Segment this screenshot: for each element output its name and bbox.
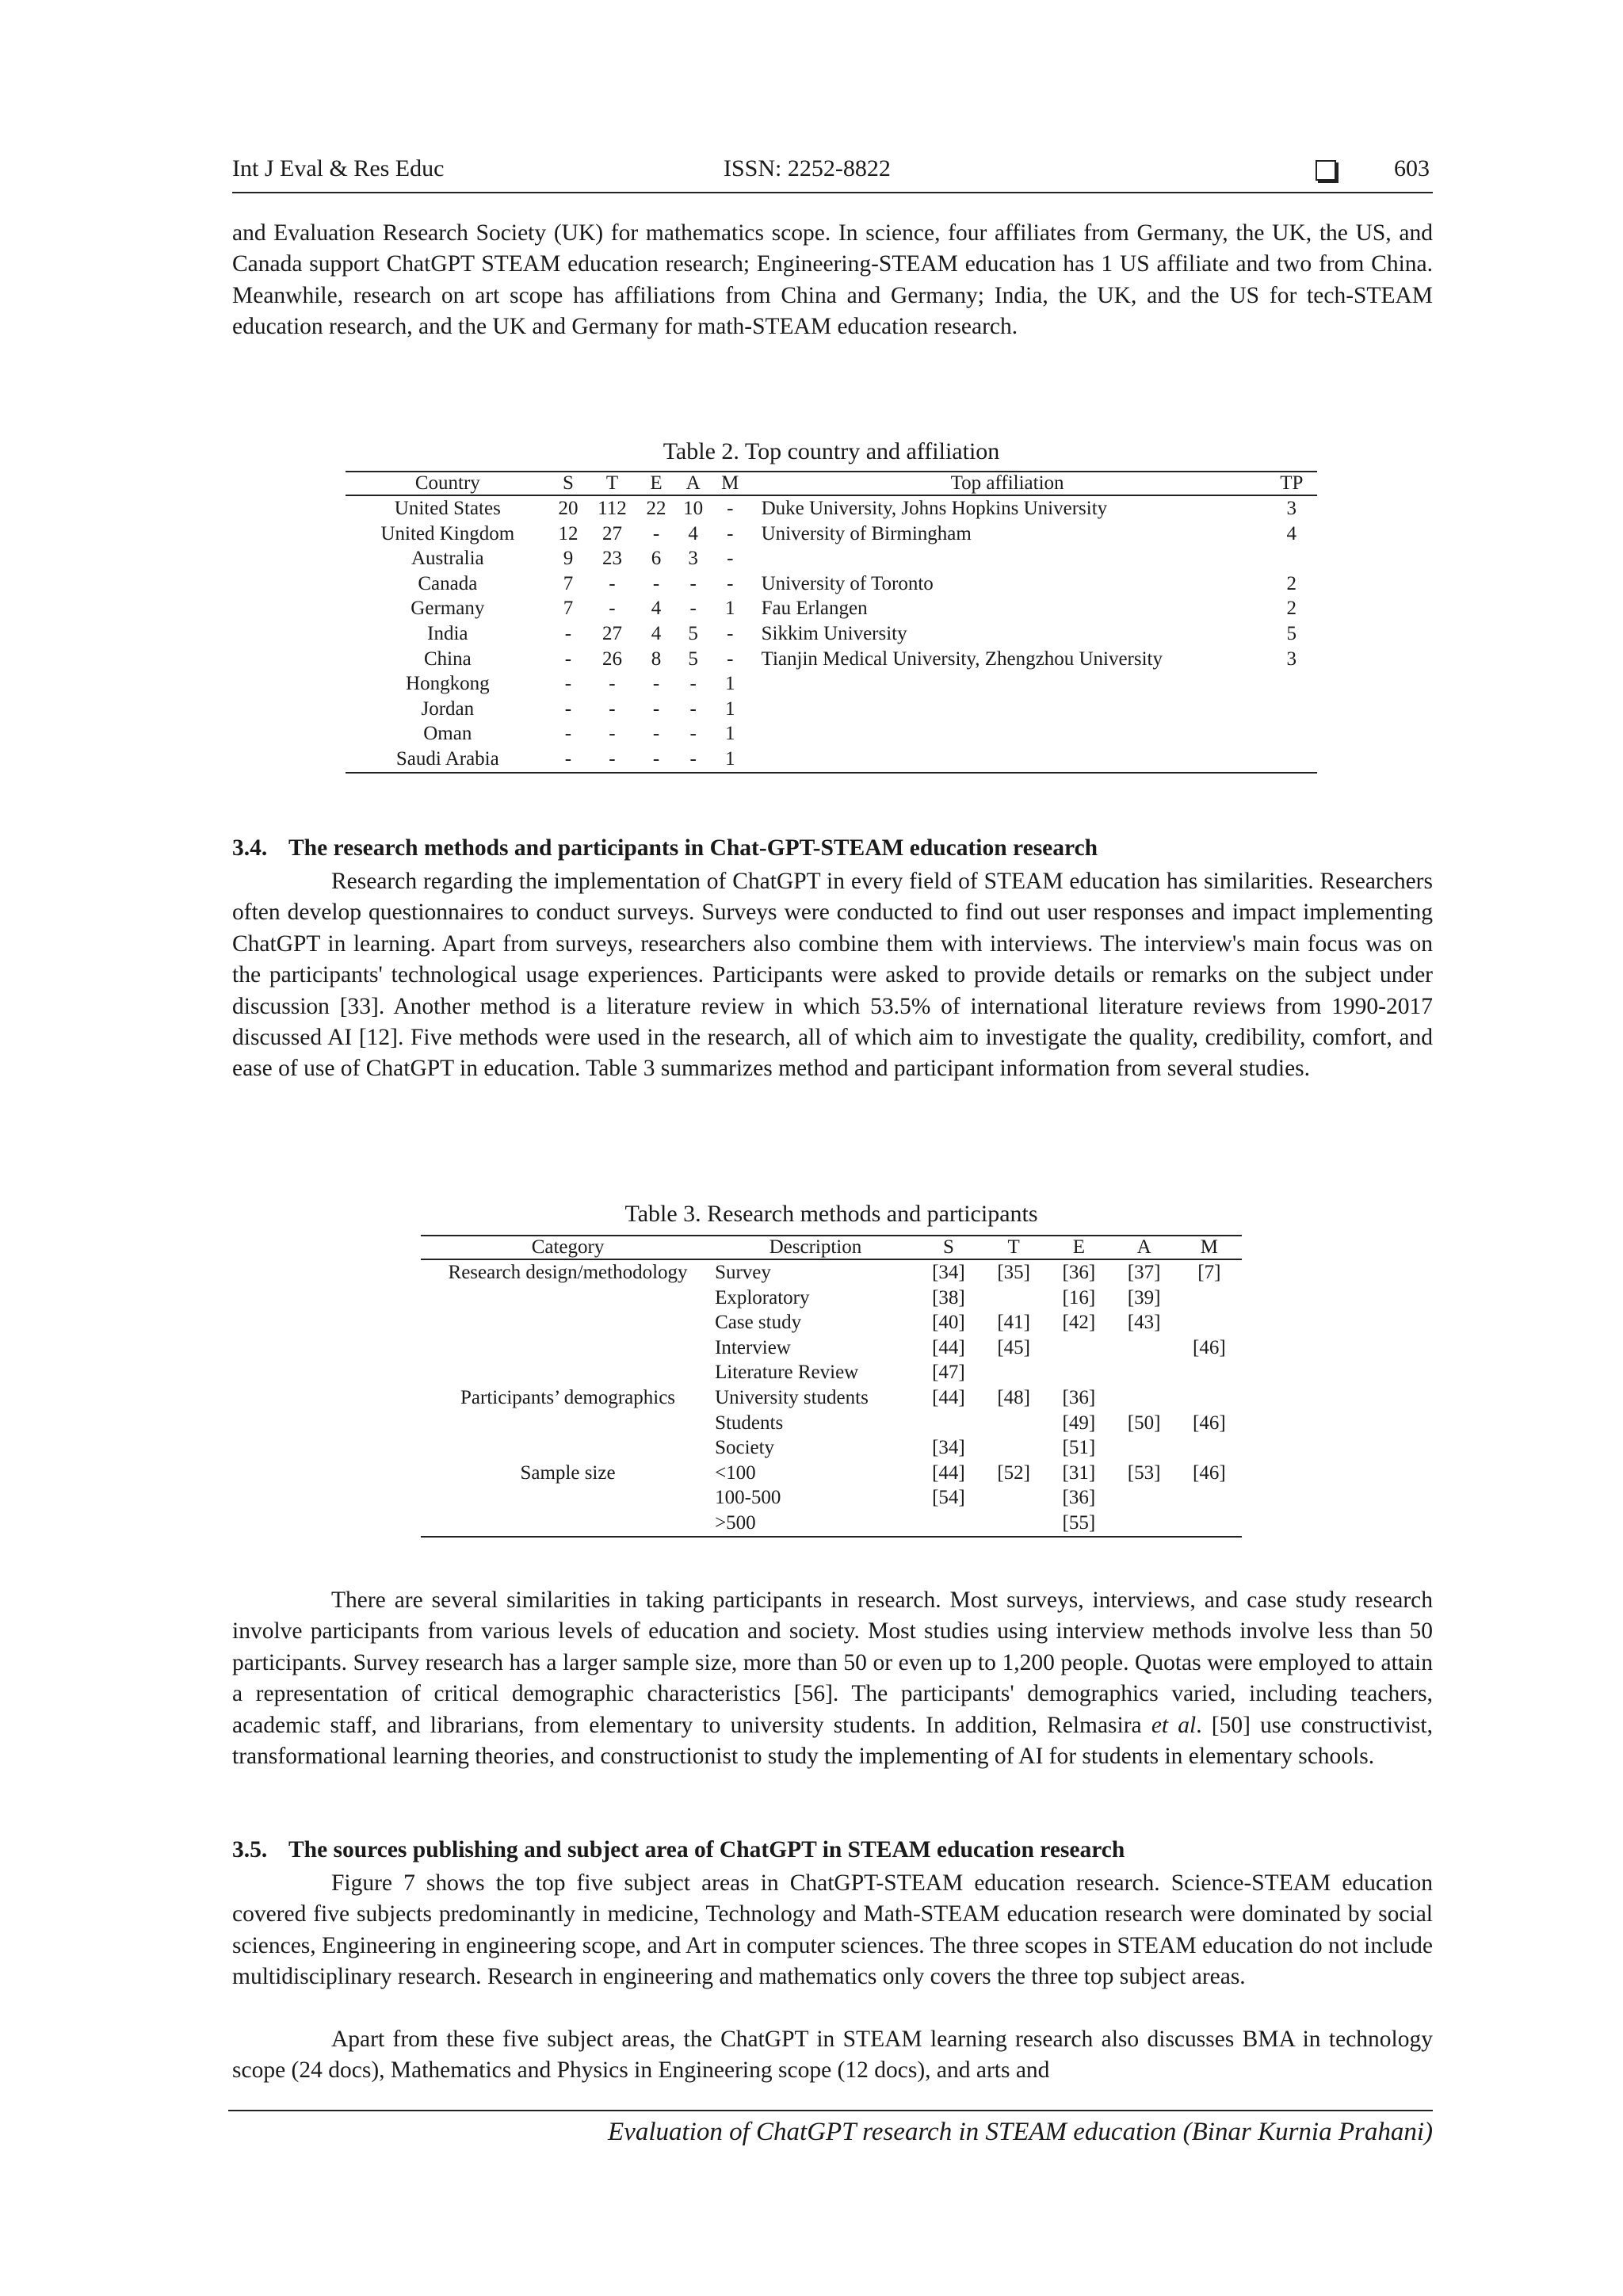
table2-caption: Table 2. Top country and affiliation [663,438,1000,464]
table2-cell-tp: 2 [1286,572,1297,594]
table2-cell-m: 1 [725,673,735,695]
table3-cell-category [421,1335,715,1361]
table2-cell-m: 1 [725,723,735,745]
section-3-5-paragraph-1: Figure 7 shows the top five subject areas in ChatGPT-STEAM education research. Science-STEAM education covered five subjects predominantly in medicine, Technology and Math-STEAM education research were dominated by social sciences, Engineering in engineering scope, and Art in computer sciences. The three scopes in STEAM education do not include multidisciplinary research. Research in engineering and mathematics only covers the three top subject areas. [232,1870,1433,1990]
table3-cell-e: [42] [1062,1312,1096,1334]
table2-cell-country: Hongkong [406,673,490,695]
table2-body [346,495,1317,773]
table3-header-m: M [1177,1236,1242,1259]
table3-cell-t: [41] [997,1312,1030,1334]
table3-cell-m [1177,1511,1242,1537]
table3-body [421,1259,1242,1537]
table3-cell-a [1112,1435,1177,1461]
table3-header-description: Description [715,1236,916,1259]
section-3-5-heading [232,1837,1433,1863]
table2-cell-country: United Kingdom [380,522,515,544]
table3-header-s: S [916,1236,981,1259]
table3-cell-a: [37] [1127,1262,1161,1283]
table3-cell-a: [50] [1127,1412,1161,1434]
table2-cell-m: - [727,548,734,570]
table3-cell-a: [43] [1127,1312,1161,1334]
table2-cell-t: - [609,598,616,620]
table3-cell-m: [46] [1193,1461,1226,1484]
table2-cell-affiliation [749,671,1266,697]
table2-cell-country: Canada [418,572,478,594]
table2-cell-m: - [727,522,734,544]
table3-cell-description: Survey [715,1262,771,1283]
table3-row [421,1286,1242,1311]
table2-cell-s: 7 [563,598,574,620]
table2-cell-s: - [564,697,572,720]
table3-cell-e [1046,1360,1111,1385]
table2-cell-m: - [727,622,734,644]
table2-cell-country: Australia [411,548,484,570]
table3-cell-t: [48] [997,1386,1030,1408]
table3-header-category: Category [421,1236,715,1259]
table3-cell-m [1177,1360,1242,1385]
table2-cell-country: Oman [423,723,472,745]
table2-cell-affiliation [749,747,1266,773]
table3-row [421,1259,1242,1286]
table3-cell-a: [39] [1127,1286,1161,1308]
table2-cell-t: - [609,697,616,720]
table3-cell-a: [53] [1127,1461,1161,1484]
table3-row [421,1411,1242,1436]
section-3-4-paragraph: Research regarding the implementation of ChatGPT in every field of STEAM education has similarities. Researchers often develop questionnaires to conduct surveys. Surveys were conducted to find out user responses and impact implementing ChatGPT in learning. Apart from surveys, researchers also combine them with interviews. The interview's main focus was on the participants' technological usage experiences. Participants were asked to provide details or remarks on the subject under discussion [33]. Another method is a literature review in which 53.5% of international literature reviews from 1990-2017 discussed AI [12]. Five methods were used in the research, all of which aim to investigate the quality, credibility, comfort, and ease of use of ChatGPT in education. Table 3 summarizes method and participant information from several studies. [232,869,1433,1082]
table3-cell-s: [47] [932,1362,965,1384]
table3-row [421,1435,1242,1461]
table2-cell-m: - [727,572,734,594]
table2-cell-t: - [609,673,616,695]
table2-cell-s: - [564,622,572,644]
table3-cell-e: [16] [1062,1286,1096,1308]
table3-row [421,1461,1242,1486]
running-header [232,155,1433,193]
table3-cell-e: [36] [1062,1386,1096,1408]
table2-header-country: Country [346,472,550,495]
table2-cell-s: - [564,648,572,670]
table2-cell-m: 1 [725,598,735,620]
table3-cell-category [421,1310,715,1335]
table3-cell-s: [44] [932,1336,965,1358]
table2-cell-affiliation: Tianjin Medical University, Zhengzhou University [761,648,1163,670]
table2-cell-t: 26 [601,648,622,670]
table3-cell-t [981,1511,1046,1537]
table2-cell-e: 6 [651,548,662,570]
table2-cell-tp [1266,546,1317,571]
table3-cell-s: [44] [932,1386,965,1408]
table2-cell-e: - [652,572,660,594]
table3-header-a: A [1112,1236,1177,1259]
table3-cell-s [916,1511,981,1537]
section-3-5-number: 3.5. [232,1837,268,1862]
table3-cell-a [1112,1485,1177,1511]
table3-cell-s: [54] [932,1487,965,1509]
table3-cell-s: [34] [932,1262,965,1283]
table3-cell-s: [34] [932,1437,965,1459]
table2-cell-a: 4 [688,522,698,544]
table2-cell-t: 112 [598,498,627,519]
table3-cell-s: [40] [932,1312,965,1334]
table2-row [346,596,1317,621]
table2-cell-affiliation: University of Birmingham [761,522,972,544]
table2-cell-m: - [727,498,734,519]
page-number: 603 [1394,155,1430,181]
table3-cell-m: [46] [1193,1336,1226,1358]
journal-name: Int J Eval & Res Educ [232,155,445,181]
table3-cell-description: 100-500 [715,1487,781,1509]
table2-cell-affiliation: University of Toronto [761,572,934,594]
table2-cell-tp: 4 [1286,522,1297,544]
table3-cell-t [981,1435,1046,1461]
table2-cell-affiliation: Duke University, Johns Hopkins University [761,498,1108,519]
table2-cell-m: - [727,648,734,670]
table3-caption: Table 3. Research methods and participants [624,1201,1038,1227]
table3-cell-m [1177,1485,1242,1511]
table2-cell-m: 1 [712,747,749,773]
table2-cell-e: - [652,697,660,720]
table3-row [421,1385,1242,1411]
table2-cell-tp [1266,721,1317,747]
table2-cell-t: 27 [601,622,622,644]
table2-row [346,621,1317,647]
table2-cell-e: 22 [646,498,666,519]
table2-cell-country: Germany [411,598,485,620]
table3-cell-category [421,1286,715,1311]
table2-cell-a: 5 [688,622,698,644]
table2-row [346,546,1317,571]
participants-paragraph-etal: et al [1151,1712,1197,1738]
table3-cell-s: [38] [932,1286,965,1308]
table2-cell-affiliation [749,721,1266,747]
table3-cell-category: Research design/methodology [448,1262,688,1283]
table3-cell-description: University students [715,1386,869,1408]
table2-cell-s: 12 [558,522,579,544]
table3-cell-m [1177,1310,1242,1335]
table2-cell-a: - [689,723,697,745]
table3-cell-e: [36] [1062,1262,1096,1283]
table2-cell-s: - [564,723,572,745]
table2-cell-t: - [609,572,616,594]
table3-cell-description: >500 [715,1511,916,1537]
participants-paragraph [232,1585,1433,1772]
table3-row [421,1485,1242,1511]
table2-cell-s: 20 [558,498,579,519]
table2-row [346,495,1317,521]
intro-paragraph: and Evaluation Research Society (UK) for mathematics scope. In science, four affiliates from Germany, the UK, the US, and Canada support ChatGPT STEAM education research; Engineering-STEAM education has 1 US affiliate and two from China. Meanwhile, research on art scope has affiliations from China and Germany; India, the UK, and the US for tech-STEAM education research, and the UK and Germany for math-STEAM education research. [232,220,1433,340]
table2-cell-e: 8 [651,648,662,670]
table2-cell-a: - [689,697,697,720]
table3-row [421,1360,1242,1385]
table3-cell-description: Interview [715,1336,791,1358]
table2-cell-e: 4 [651,598,662,620]
table3-cell-m [1177,1286,1242,1311]
square-bullet-icon [1316,160,1336,181]
table2-row [346,747,1317,773]
table2-row [346,697,1317,722]
table3-cell-description: <100 [715,1461,756,1484]
table2-cell-tp: 5 [1286,622,1297,644]
section-3-4-heading [232,835,1433,861]
table2-cell-a: 3 [688,548,698,570]
table-research-methods-participants [421,1235,1242,1538]
table2-cell-s: - [564,673,572,695]
table2-cell-a: - [689,673,697,695]
table3-cell-category [421,1360,715,1385]
table2-cell-t: 23 [601,548,622,570]
table2-cell-affiliation [749,546,1266,571]
footer-running-title: Evaluation of ChatGPT research in STEAM education (Binar Kurnia Prahani) [608,2118,1433,2146]
table3-cell-description: Literature Review [715,1362,859,1384]
table3-cell-t [981,1360,1046,1385]
table3-cell-a [1112,1335,1177,1361]
table3-cell-e: [55] [1046,1511,1111,1537]
table2-cell-country: Saudi Arabia [346,747,550,773]
table2-cell-country: India [427,622,468,644]
table2-cell-a: - [689,598,697,620]
table2-cell-t: 27 [601,522,622,544]
table2-cell-t: - [586,747,637,773]
table3-cell-e: [49] [1062,1412,1096,1434]
table2-cell-m: 1 [725,697,735,720]
table2-header-row [346,472,1317,495]
table2-header-e: E [638,472,675,495]
participants-paragraph-text: There are several similarities in taking participants in research. Most surveys, interviews, and case study research involve participants from various levels of education and society. Most studies using interview methods involve less than 50 participants. Survey research has a larger sample size, more than 50 or even up to 1,200 people. Quotas were employed to attain a representation of critical demographic characteristics [56]. The participants' demographics varied, including teachers, academic staff, and librarians, from elementary to university students. In addition, Relmasira [232,1587,1433,1738]
table2-header-a: A [674,472,712,495]
table3-row [421,1335,1242,1361]
table2-cell-country: China [423,648,472,670]
table3-cell-m [1177,1385,1242,1411]
participants-paragraph-text-end: . [50] use constructivist, transformational learning theories, and constructionist to study the implementing of AI for students in elementary schools. [232,1712,1433,1770]
table2-cell-t: - [609,723,616,745]
table2-cell-affiliation: Fau Erlangen [761,598,868,620]
table3-cell-m: [7] [1197,1262,1221,1283]
table2-cell-a: 5 [688,648,698,670]
table2-row [346,571,1317,597]
table3-cell-category: Participants’ demographics [460,1386,676,1408]
section-3-5-title: The sources publishing and subject area of ChatGPT in STEAM education research [288,1837,1125,1862]
table3-cell-t [981,1286,1046,1311]
table3-cell-t: [35] [997,1262,1030,1283]
table3-cell-e: [51] [1062,1437,1096,1459]
table2-cell-tp [1266,747,1317,773]
table2-cell-s: 7 [563,572,574,594]
table2-cell-tp [1266,697,1317,722]
table3-cell-description: Society [715,1437,775,1459]
table2-cell-country: United States [394,498,501,519]
table3-cell-s: [44] [932,1461,965,1484]
table2-cell-e: - [652,522,660,544]
table2-cell-tp: 3 [1286,498,1297,519]
table3-row [421,1310,1242,1335]
table3-cell-t [981,1485,1046,1511]
table3-cell-category [421,1485,715,1511]
table2-cell-tp: 3 [1286,648,1297,670]
table3-header-t: T [981,1236,1046,1259]
table3-cell-category [421,1435,715,1461]
table3-cell-e [1046,1335,1111,1361]
table2-row [346,647,1317,672]
table3-cell-t [981,1411,1046,1436]
table3-cell-description: Students [715,1412,784,1434]
table2-cell-a: - [674,747,712,773]
section-3-4-title: The research methods and participants in Chat-GPT-STEAM education research [288,835,1098,861]
section-3-4-number: 3.4. [232,835,268,861]
table2-header-tp: TP [1266,472,1317,495]
table3-cell-a [1112,1360,1177,1385]
running-footer [228,2110,1433,2146]
table2-cell-a: - [689,572,697,594]
table3-cell-t: [52] [997,1461,1030,1484]
issn: ISSN: 2252-8822 [724,155,891,181]
table2-header-m: M [712,472,749,495]
table3-cell-a [1112,1385,1177,1411]
table2-row [346,721,1317,747]
table2-cell-e: - [638,747,675,773]
table2-cell-country: Jordan [421,697,475,720]
table3-cell-category [421,1511,715,1537]
table-top-country-affiliation [346,471,1317,774]
table2-row [346,671,1317,697]
table3-cell-s [916,1411,981,1436]
table2-cell-e: - [652,673,660,695]
table2-cell-affiliation [749,697,1266,722]
table3-cell-m: [46] [1193,1412,1226,1434]
table3-cell-category: Sample size [520,1461,616,1484]
table3-cell-e: [36] [1062,1487,1096,1509]
section-3-5-paragraph-2: Apart from these five subject areas, the ChatGPT in STEAM learning research also discusses BMA in technology scope (24 docs), Mathematics and Physics in Engineering scope (12 docs), and arts and [232,2027,1433,2084]
table2-header-s: S [550,472,587,495]
table3-cell-description: Case study [715,1312,802,1334]
table2-header-affiliation: Top affiliation [749,472,1266,495]
table3-cell-e: [31] [1062,1461,1096,1484]
table2-cell-s: - [550,747,587,773]
table2-cell-tp: 2 [1286,598,1297,620]
table2-cell-e: 4 [651,622,662,644]
table3-header-e: E [1046,1236,1111,1259]
table2-cell-s: 9 [563,548,574,570]
table2-header-t: T [586,472,637,495]
table3-cell-a [1112,1511,1177,1537]
table3-cell-category [421,1411,715,1436]
table3-cell-description: Exploratory [715,1286,810,1308]
table2-cell-a: 10 [683,498,704,519]
table2-cell-affiliation: Sikkim University [761,622,907,644]
table2-cell-tp [1266,671,1317,697]
table2-cell-e: - [652,723,660,745]
table3-cell-t: [45] [997,1336,1030,1358]
table3-header-row [421,1236,1242,1259]
table3-row [421,1511,1242,1537]
table3-cell-m [1177,1435,1242,1461]
table2-row [346,521,1317,547]
